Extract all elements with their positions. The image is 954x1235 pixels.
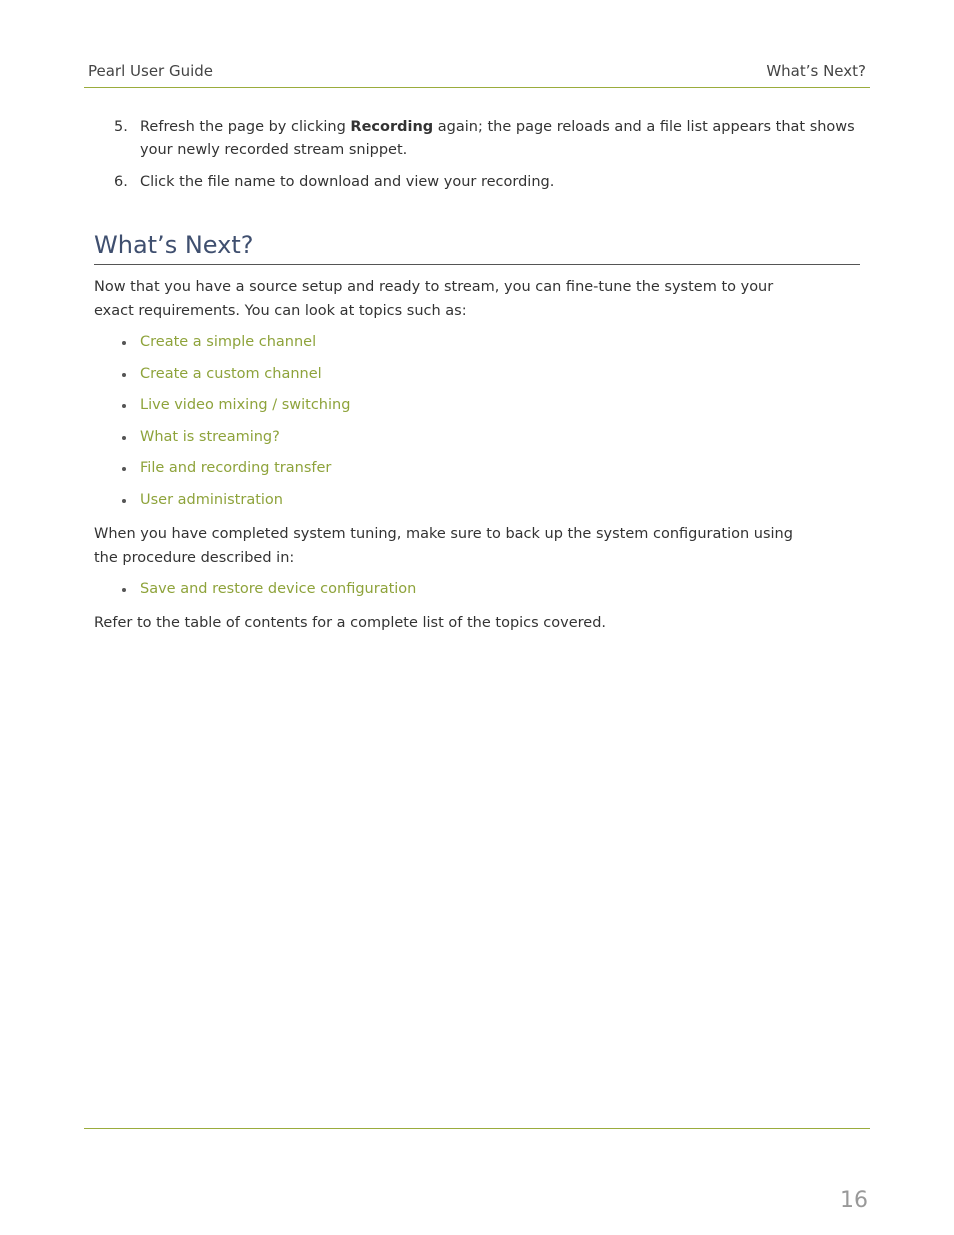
link-save-restore-config[interactable]: Save and restore device configuration [140, 581, 417, 597]
link-file-recording-transfer[interactable]: File and recording transfer [140, 460, 332, 477]
link-user-administration[interactable]: User administration [140, 491, 283, 508]
bullet-icon [122, 436, 126, 440]
list-item [94, 489, 860, 521]
topic-list [94, 331, 860, 521]
list-item [94, 426, 860, 458]
page-header [84, 58, 870, 88]
section-heading: What’s Next? [94, 228, 860, 265]
bullet-icon [122, 373, 126, 377]
bullet-icon [122, 588, 126, 592]
guide-title: Pearl User Guide [88, 62, 214, 80]
step-text-after: again; the page reloads and a file list appears that shows your newly recorded stream snippet. [140, 119, 855, 158]
backup-list [94, 578, 860, 610]
list-item [94, 363, 860, 395]
header-section-title: What’s Next? [766, 62, 866, 80]
list-item [94, 578, 860, 610]
step-number: 6. [114, 174, 128, 190]
step-item [94, 171, 860, 194]
link-what-is-streaming[interactable]: What is streaming? [140, 428, 280, 445]
step-item [94, 116, 860, 162]
bullet-icon [122, 404, 126, 408]
link-create-simple-channel[interactable]: Create a simple channel [140, 334, 317, 350]
list-item [94, 457, 860, 489]
step-text: Click the file name to download and view your recording. [140, 174, 555, 190]
closing-paragraph: Refer to the table of contents for a complete list of the topics covered. [94, 615, 607, 631]
step-bold-term: Recording [350, 119, 434, 135]
list-item [94, 331, 860, 363]
bullet-icon [122, 341, 126, 345]
step-text-before: Refresh the page by clicking [140, 119, 351, 135]
link-live-video-mixing[interactable]: Live video mixing / switching [140, 397, 351, 414]
link-create-custom-channel[interactable]: Create a custom channel [140, 365, 322, 382]
bullet-icon [122, 467, 126, 471]
list-item [94, 394, 860, 426]
bullet-icon [122, 499, 126, 503]
step-list [94, 116, 860, 203]
step-number: 5. [114, 119, 128, 135]
intro-paragraph: Now that you have a source setup and ready to stream, you can fine-tune the system to your exact requirements. You can look at topics such as: [94, 279, 774, 319]
backup-paragraph: When you have completed system tuning, make sure to back up the system configuration using the procedure described in: [94, 526, 793, 566]
footer-divider [84, 1128, 870, 1129]
page-number: 16 [840, 1188, 868, 1213]
